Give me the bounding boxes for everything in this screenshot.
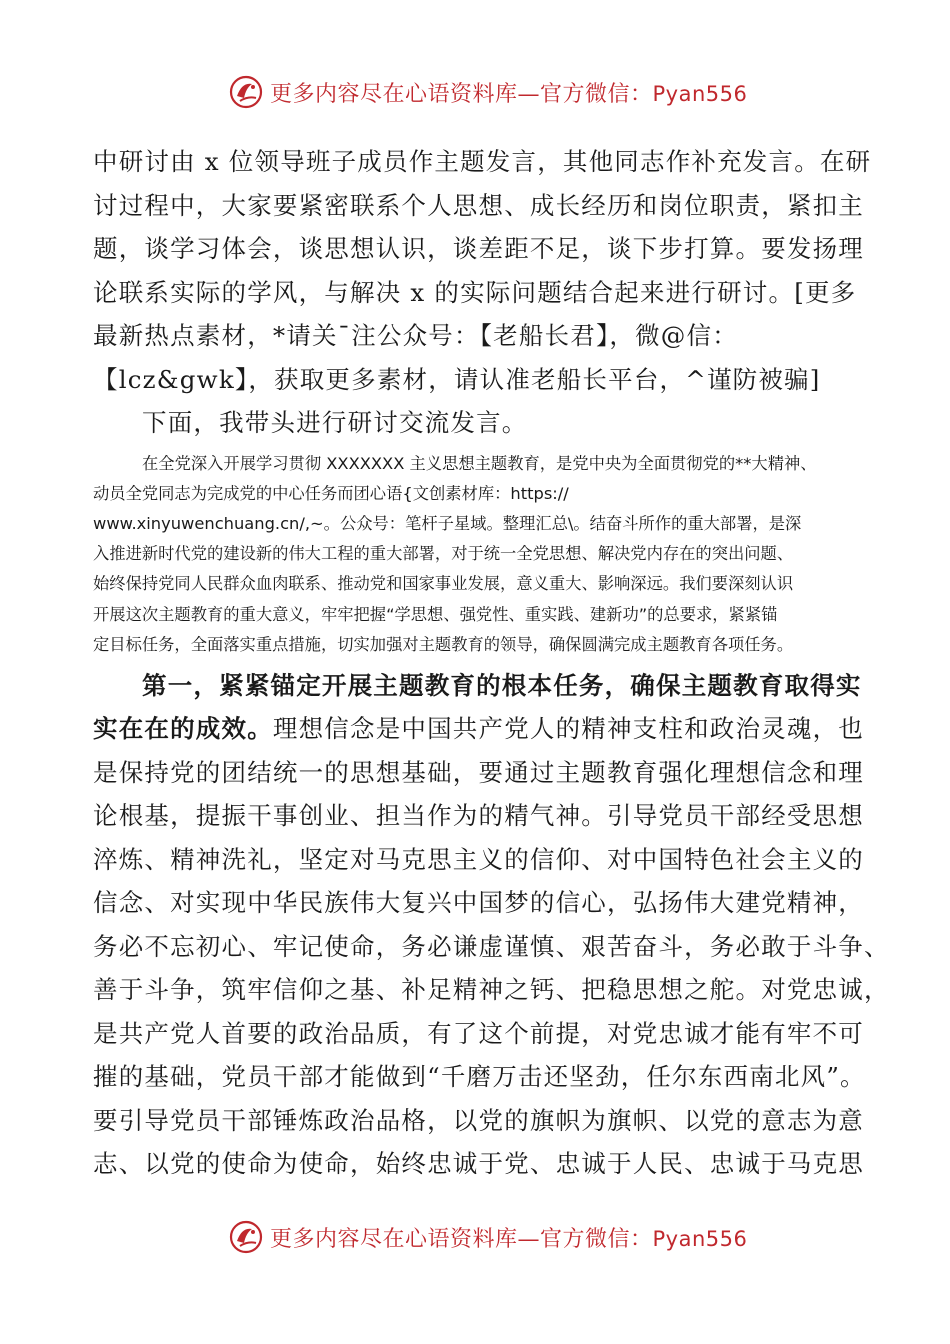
body-line: 志、以党的使命为使命，始终忠诚于党、忠诚于人民、忠诚于马克思	[93, 1149, 864, 1179]
lead-line: 下面，我带头进行研讨交流发言。	[142, 408, 528, 437]
document-body	[93, 140, 890, 1186]
footer-banner	[228, 1217, 748, 1257]
small-line: 始终保持党同人民群众血肉联系、推动党和国家事业发展，意义重大、影响深远。我们要深刻认识	[93, 574, 794, 594]
body-line: 摧的基础，党员干部才能做到“千磨万击还坚劲，任尔东西南北风”。	[93, 1062, 866, 1092]
small-line: 入推进新时代党的建设新的伟大工程的重大部署，对于统一全党思想、解决党内存在的突出问题、	[93, 544, 794, 564]
intro-line: 中研讨由 x 位领导班子成员作主题发言，其他同志作补充发言。在研	[93, 147, 872, 176]
body-line: 淬炼、精神洗礼，坚定对马克思主义的信仰、对中国特色社会主义的	[93, 844, 864, 874]
section-line	[93, 707, 863, 751]
intro-line: 题，谈学习体会，谈思想认识，谈差距不足，谈下步打算。要发扬理	[93, 234, 864, 263]
banner-account: Pyan556	[652, 81, 748, 106]
small-line: 在全党深入开展学习贯彻 XXXXXXX 主义思想主题教育，是党中央为全面贯彻党的**大精神、	[142, 453, 817, 473]
body-line: 论根基，提振干事创业、担当作为的精气神。引导党员干部经受思想	[93, 801, 864, 831]
banner-text: 更多内容尽在心语资料库—官方微信：Pyan556	[270, 81, 748, 107]
intro-line: 【lcz&gwk】，获取更多素材，请认准老船长平台，^谨防被骗]	[93, 364, 821, 394]
section-heading-end: 实在在的成效。	[93, 714, 273, 744]
intro-line: 讨过程中，大家要紧密联系个人思想、成长经历和岗位职责，紧扣主	[93, 190, 864, 220]
header-banner	[228, 72, 748, 112]
intro-line: 论联系实际的学风，与解决 x 的实际问题结合起来进行研讨。[更多	[93, 277, 857, 307]
small-line: 开展这次主题教育的重大意义，牢牢把握“学思想、强党性、重实践、建新功”的总要求，紧紧锚	[93, 604, 778, 624]
brand-logo-icon	[228, 74, 264, 110]
body-line: 是共产党人首要的政治品质，有了这个前提，对党忠诚才能有牢不可	[93, 1018, 864, 1048]
small-line: 定目标任务，全面落实重点措施，切实加强对主题教育的领导，确保圆满完成主题教育各项任务。	[93, 634, 794, 654]
body-line: 务必不忘初心、牢记使命，务必谦虚谨慎、艰苦奋斗，务必敢于斗争、	[93, 931, 890, 961]
banner-text: 更多内容尽在心语资料库—官方微信：Pyan556	[270, 1226, 748, 1252]
body-line: 善于斗争，筑牢信仰之基、补足精神之钙、把稳思想之舵。对党忠诚，	[93, 975, 890, 1005]
section-heading: 第一，紧紧锚定开展主题教育的根本任务，确保主题教育取得实	[142, 670, 862, 700]
body-line: 是保持党的团结统一的思想基础，要通过主题教育强化理想信念和理	[93, 757, 864, 787]
brand-logo-icon	[228, 1219, 264, 1255]
body-line: 要引导党员干部锤炼政治品格，以党的旗帜为旗帜、以党的意志为意	[93, 1105, 864, 1135]
section-text: 理想信念是中国共产党人的精神支柱和政治灵魂，也	[272, 714, 865, 744]
body-line: 信念、对实现中华民族伟大复兴中国梦的信心，弘扬伟大建党精神，	[93, 888, 864, 918]
small-line: 动员全党同志为完成党的中心任务而团心语{文创素材库：https://	[93, 483, 569, 503]
small-line: www.xinyuwenchuang.cn/,~。公众号：笔杆子星域。整理汇总\。结奋斗所作的重大部署，是深	[93, 513, 802, 533]
banner-account: Pyan556	[652, 1226, 748, 1251]
intro-line: 最新热点素材，*请关¯注公众号：【老船长君】，微@信：	[93, 321, 738, 350]
